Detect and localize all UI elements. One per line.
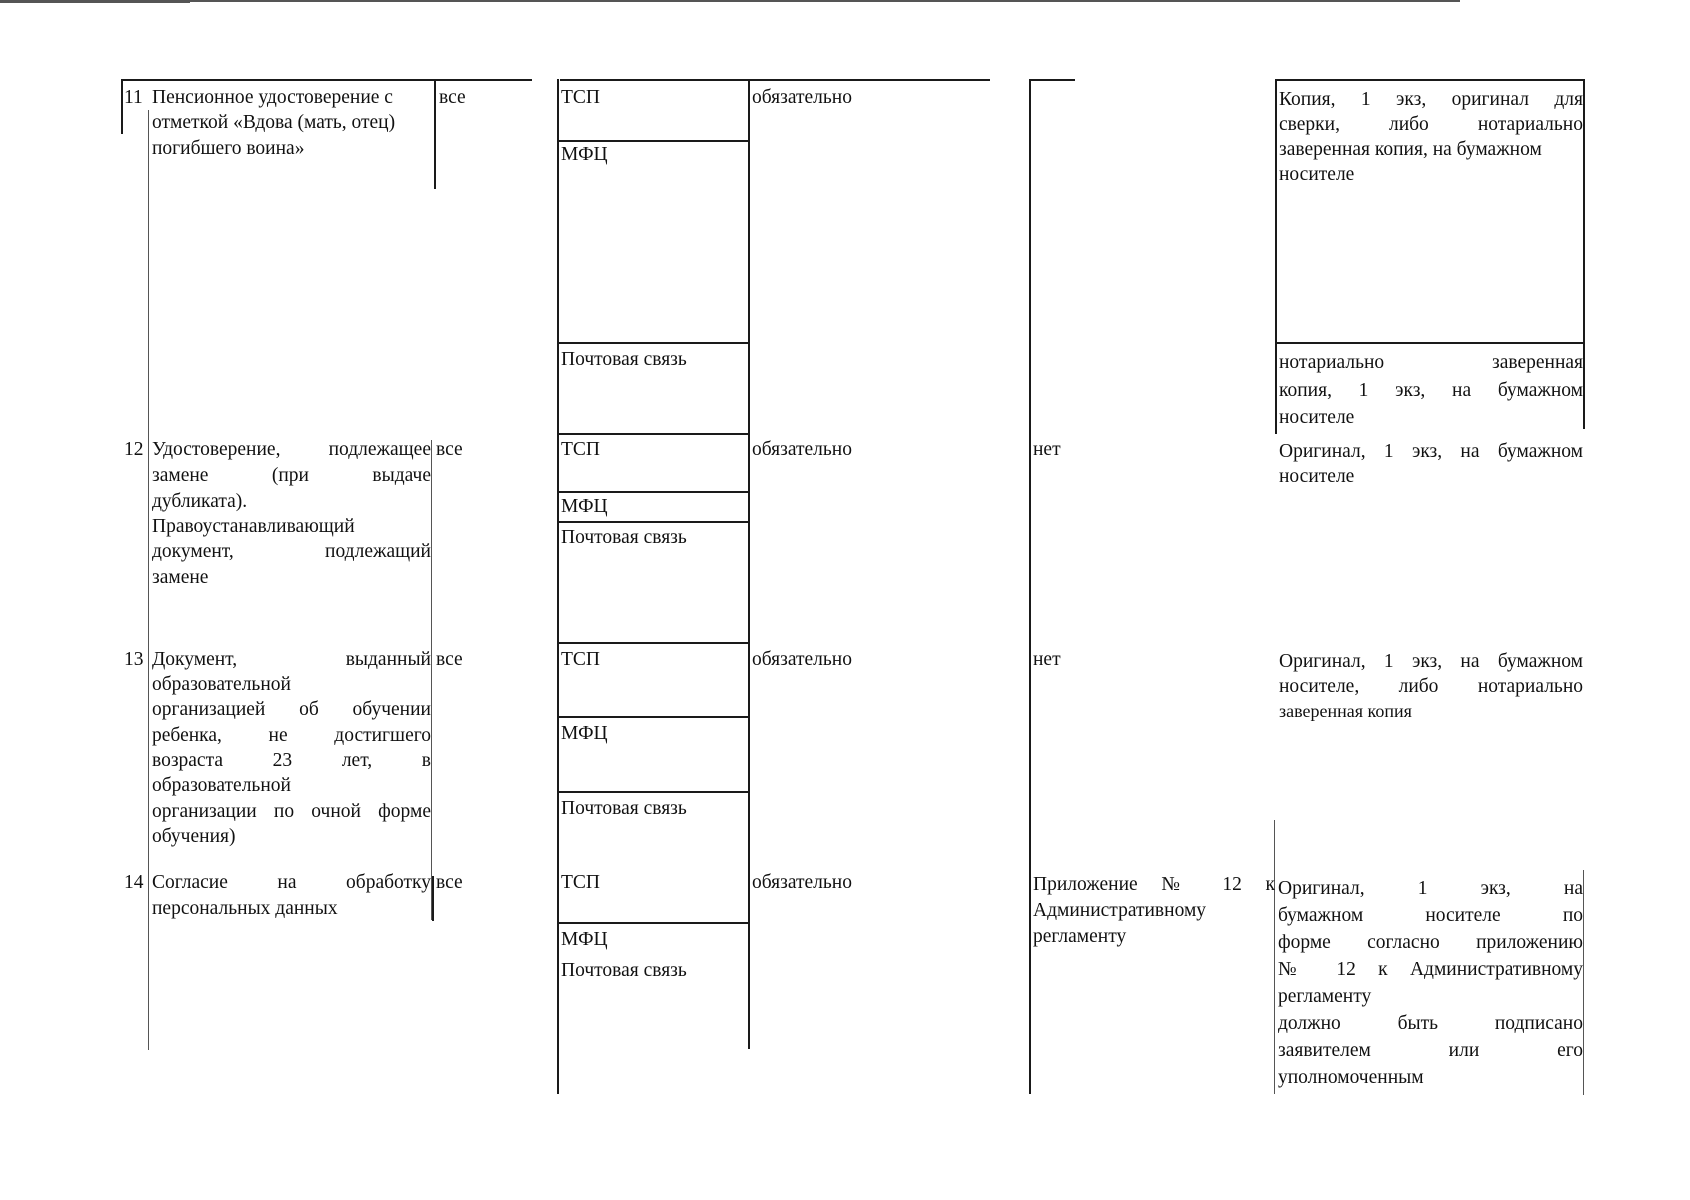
document-name-line: ребенка, не достигшего: [152, 725, 431, 746]
channel-post: Почтовая связь: [561, 527, 687, 548]
table-border: [1583, 870, 1584, 1095]
document-name-line: Пенсионное удостоверение с: [152, 87, 393, 108]
requirement-cell: обязательно: [752, 87, 852, 108]
copies-line: носителе: [1279, 407, 1355, 428]
table-border: [434, 79, 436, 189]
copies-line: заверенная копия, на бумажном: [1279, 139, 1542, 160]
channel-tsp: ТСП: [561, 872, 600, 893]
copies-line: носителе: [1279, 466, 1355, 487]
table-border: [0, 2, 190, 3]
channel-tsp: ТСП: [561, 87, 600, 108]
table-border: [1275, 79, 1583, 81]
document-name-line: персональных данных: [152, 898, 338, 919]
applicants-cell: все: [436, 439, 463, 460]
copies-line: копия, 1 экз, на бумажном: [1279, 380, 1583, 401]
table-border: [1030, 79, 1075, 81]
document-name-line: дубликата).: [152, 491, 248, 512]
applicants-cell: все: [439, 87, 466, 108]
copies-line: Копия, 1 экз, оригинал для: [1279, 89, 1583, 110]
table-border: [558, 491, 748, 493]
form-cell: нет: [1033, 439, 1061, 460]
table-border: [121, 79, 123, 134]
document-name-line: организации по очной форме: [152, 801, 431, 822]
document-name-line: замене (при выдаче: [152, 465, 431, 486]
table-border: [1029, 79, 1031, 1094]
requirement-cell: обязательно: [752, 649, 852, 670]
table-border: [431, 440, 432, 920]
table-border: [558, 642, 748, 644]
table-border: [122, 79, 532, 81]
document-name-line: образовательной: [152, 674, 291, 695]
copies-line: носителе, либо нотариально: [1279, 676, 1583, 697]
table-border: [558, 342, 748, 344]
row-number: 13: [124, 649, 144, 670]
document-name-line: обучения): [152, 826, 236, 847]
copies-line: № 12 к Административному: [1278, 959, 1583, 980]
table-border: [1276, 342, 1583, 344]
table-border: [558, 433, 748, 435]
requirement-cell: обязательно: [752, 872, 852, 893]
form-line: Административному: [1033, 900, 1207, 921]
document-name-line: Удостоверение, подлежащее: [152, 439, 431, 460]
copies-line: регламенту: [1278, 986, 1372, 1007]
channel-tsp: ТСП: [561, 649, 600, 670]
document-name-line: организацией об обучении: [152, 699, 431, 720]
copies-line: носителе: [1279, 164, 1355, 185]
copies-line: нотариально заверенная: [1279, 352, 1583, 373]
table-border: [558, 521, 748, 523]
requirement-cell: обязательно: [752, 439, 852, 460]
channel-post: Почтовая связь: [561, 798, 687, 819]
row-number: 14: [124, 872, 144, 893]
table-border: [148, 110, 149, 1050]
copies-line: Оригинал, 1 экз, на бумажном: [1279, 651, 1583, 672]
table-border: [0, 1, 1460, 2]
applicants-cell: все: [436, 649, 463, 670]
channel-mfc: МФЦ: [561, 496, 608, 517]
document-name-line: погибшего воина»: [152, 138, 305, 159]
applicants-cell: все: [436, 872, 463, 893]
copies-line: заверенная копия: [1279, 701, 1412, 721]
document-name-line: Согласие на обработку: [152, 872, 431, 893]
table-border: [748, 79, 750, 1049]
table-border: [1583, 79, 1585, 429]
copies-line: заявителем или его: [1278, 1040, 1583, 1061]
row-number: 12: [124, 439, 144, 460]
document-name-line: замене: [152, 567, 209, 588]
channel-tsp: ТСП: [561, 439, 600, 460]
document-name-line: возраста 23 лет, в: [152, 750, 431, 771]
channel-post: Почтовая связь: [561, 349, 687, 370]
document-name-line: Правоустанавливающий: [152, 516, 355, 537]
document-name-line: Документ, выданный: [152, 649, 431, 670]
table-border: [558, 791, 748, 793]
copies-line: Оригинал, 1 экз, на бумажном: [1279, 441, 1583, 462]
table-border: [557, 79, 559, 1094]
document-name-line: образовательной: [152, 775, 291, 796]
copies-line: форме согласно приложению: [1278, 932, 1583, 953]
copies-line: бумажном носителе по: [1278, 905, 1583, 926]
row-number: 11: [124, 87, 143, 108]
table-border: [558, 716, 748, 718]
channel-mfc: МФЦ: [561, 144, 608, 165]
channel-mfc: МФЦ: [561, 929, 608, 950]
table-border: [558, 922, 748, 924]
form-cell: нет: [1033, 649, 1061, 670]
document-name-line: документ, подлежащий: [152, 541, 431, 562]
table-border: [1274, 820, 1275, 1094]
copies-line: Оригинал, 1 экз, на: [1278, 878, 1583, 899]
copies-line: должно быть подписано: [1278, 1013, 1583, 1034]
document-name-line: отметкой «Вдова (мать, отец): [152, 112, 396, 133]
table-border: [1275, 79, 1277, 434]
copies-line: уполномоченным: [1278, 1067, 1424, 1088]
channel-post: Почтовая связь: [561, 960, 687, 981]
table-border: [560, 79, 990, 81]
table-border: [432, 876, 434, 921]
channel-mfc: МФЦ: [561, 723, 608, 744]
form-line: Приложение № 12 к: [1033, 874, 1275, 895]
copies-line: сверки, либо нотариально: [1279, 114, 1583, 135]
form-line: регламенту: [1033, 926, 1127, 947]
